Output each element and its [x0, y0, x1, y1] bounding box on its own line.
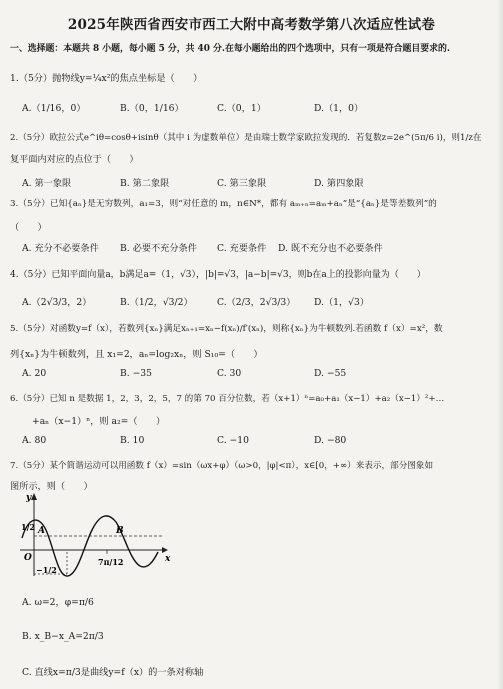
question-3-stem: 3.（5分）已知{aₙ}是无穷数列，a₁=3，则“对任意的 m，n∈N*，都有 aₘ₊ₙ=aₘ+aₙ”是“{aₙ}是等差数列”的	[10, 199, 437, 209]
option-a: A. 20	[22, 368, 47, 379]
question-5-stem: 5.（5分）对函数y=f（x），若数列{xₙ}满足xₙ₊₁=xₙ−f(xₙ)/f′(xₙ)，则称{xₙ}为牛顿数列.若函数 f（x）=x²，数	[10, 324, 443, 334]
x-axis-label: x	[165, 554, 171, 564]
page-title: 2025年陕西省西安市西工大附中高考数学第八次适应性试卷	[67, 17, 436, 33]
option-d: D. −55	[314, 368, 347, 379]
option-b: B. 10	[120, 435, 145, 446]
half-label: 1/2	[21, 522, 36, 532]
question-5-stem-cont: 列{xₙ}为牛顿数列，且 x₁=2，aₙ=log₂xₙ，则 S₁₀=（ ）	[10, 349, 263, 360]
sine-graph	[12, 490, 172, 580]
y-axis-arrow	[31, 493, 37, 500]
option-b: B. 第二象限	[120, 178, 170, 189]
option-d: D. 既不充分也不必要条件	[278, 243, 383, 254]
x-axis-arrow	[162, 547, 168, 553]
point-b-label: B	[116, 526, 124, 536]
question-7-stem-cont: 图所示，则（ ）	[10, 481, 93, 492]
option-b: B.（0，1/16）	[120, 103, 184, 114]
tick-label: 7π/12	[98, 557, 124, 567]
section-header: 一、选择题：本题共 8 小题，每小题 5 分，共 40 分.在每小题给出的四个选项中，只有一项是符合题目要求的.	[10, 44, 450, 54]
option-b: B. −35	[120, 368, 152, 379]
question-2-stem-cont: 复平面内对应的点位于（ ）	[10, 154, 139, 165]
option-d: D.（1，0）	[314, 103, 364, 114]
question-7-option-b: B. x_B−x_A=2π/3	[22, 631, 104, 642]
option-a: A. 第一象限	[22, 178, 72, 189]
question-2-stem: 2.（5分）欧拉公式e^iθ=cosθ+isinθ（其中 i 为虚数单位）是由瑞士数学家欧拉发现的．若复数z=2e^(5π/6 i)，则1/z在	[10, 133, 482, 143]
option-c: C. 第三象限	[217, 178, 267, 189]
question-7-stem: 7.（5分）某个简谐运动可以用函数 f（x）=sin（ωx+φ）（ω>0，|φ|<π），x∈[0，+∞）来表示，部分图象如	[10, 461, 434, 471]
question-6-stem-cont: +aₙ（x−1）ⁿ，则 a₂=（ ）	[32, 416, 166, 427]
y-axis-label: y	[26, 493, 32, 503]
neg-half-label: −1/2	[36, 565, 57, 575]
option-b: B.（1/2，√3/2）	[120, 297, 193, 308]
option-d: D.（1，√3）	[314, 297, 370, 308]
option-c: C. 充要条件	[217, 243, 267, 254]
option-a: A. 充分不必要条件	[22, 243, 99, 254]
question-6-stem: 6.（5分）已知 n 是数据 1，2，3，2，5，7 的第 70 百分位数，若（x+1）ⁿ=a₀+a₁（x−1）+a₂（x−1）²+…	[10, 394, 445, 404]
point-a-label: A	[38, 526, 45, 536]
option-b: B. 必要不充分条件	[120, 243, 197, 254]
question-3-stem-cont: （ ）	[10, 222, 47, 233]
option-a: A.（2√3/3，2）	[22, 297, 92, 308]
option-d: D. 第四象限	[314, 178, 364, 189]
origin-label: O	[24, 553, 32, 563]
question-7-option-c: C. 直线x=π/3是曲线y=f（x）的一条对称轴	[22, 667, 204, 678]
option-d: D. −80	[314, 435, 347, 446]
question-1-stem: 1.（5分）抛物线y=¼x²的焦点坐标是（ ）	[10, 73, 203, 84]
question-4-stem: 4.（5分）已知平面向量a，b满足a=（1，√3），|b|=√3，|a−b|=√3，则b在a上的投影向量为（ ）	[10, 270, 426, 280]
option-c: C. −10	[217, 435, 249, 446]
option-a: A. 80	[22, 435, 47, 446]
option-a: A.（1/16，0）	[22, 103, 86, 114]
question-7-option-a: A. ω=2，φ=π/6	[22, 597, 94, 608]
option-c: C.（0，1）	[217, 103, 266, 114]
option-c: C.（2/3，2√3/3）	[217, 297, 296, 308]
page-edge-shadow	[497, 0, 503, 689]
option-c: C. 30	[217, 368, 242, 379]
